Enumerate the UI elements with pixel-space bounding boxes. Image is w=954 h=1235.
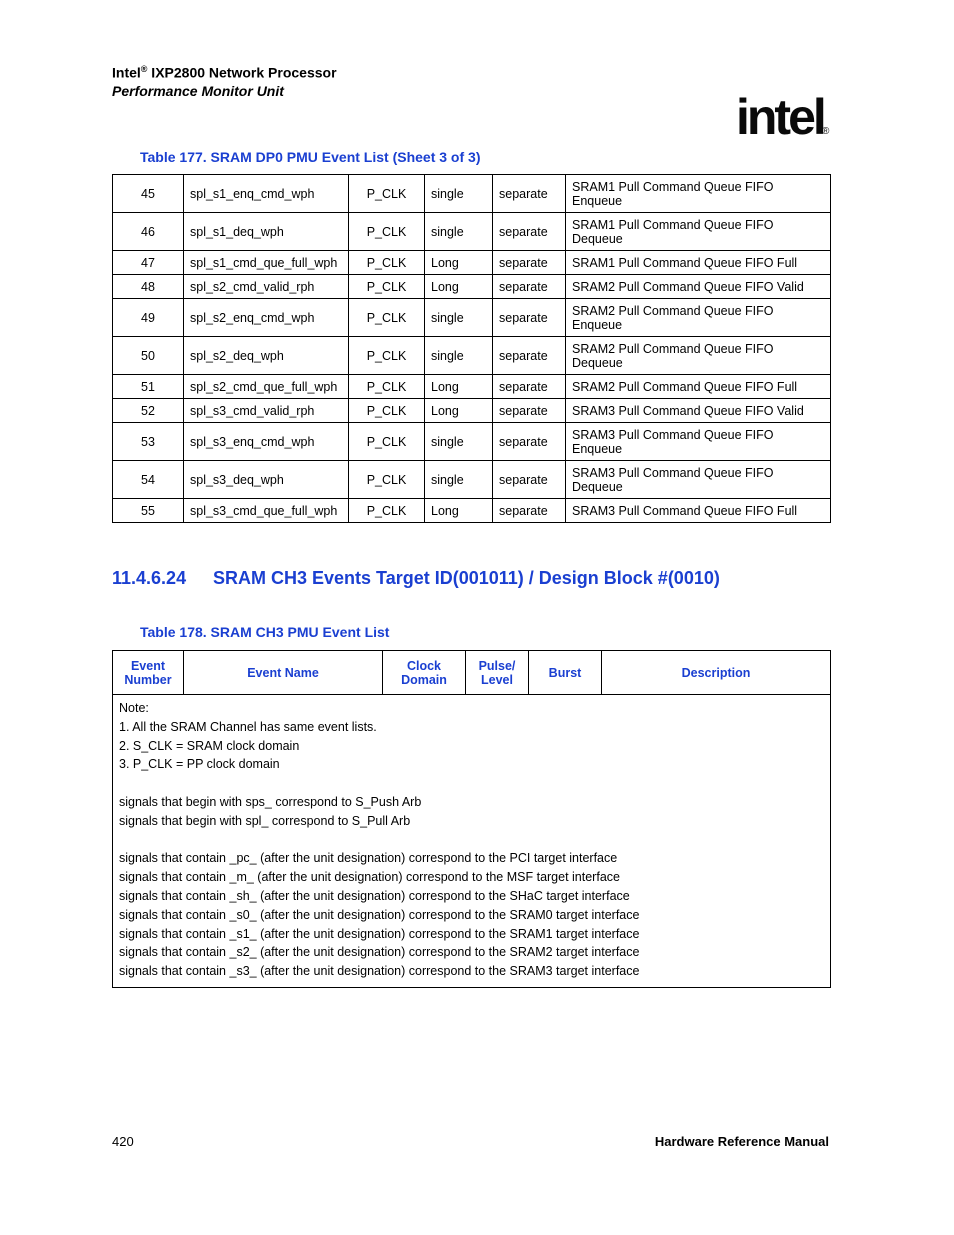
table-178-caption: Table 178. SRAM CH3 PMU Event List: [140, 624, 390, 640]
note-line: signals that contain _s1_ (after the unit designation) correspond to the SRAM1 target interface: [119, 926, 640, 941]
table-177: [112, 174, 831, 523]
table-row: [113, 375, 831, 399]
pulse-level-cell: single: [425, 213, 493, 251]
event-number-cell: 55: [113, 499, 184, 523]
event-name-header: [184, 651, 383, 695]
table-row: [113, 461, 831, 499]
note-line: [119, 831, 824, 850]
table-row: [113, 251, 831, 275]
header-line: Event: [130, 658, 166, 673]
note-line: signals that contain _s0_ (after the unit designation) correspond to the SRAM0 target interface: [119, 907, 640, 922]
product-title: [112, 60, 337, 82]
burst-cell: separate: [493, 275, 566, 299]
event-name-cell: spl_s2_deq_wph: [184, 337, 349, 375]
description-cell: [566, 399, 831, 423]
burst-cell: separate: [493, 399, 566, 423]
header-line: Description: [681, 665, 751, 680]
pulse-level-cell: Long: [425, 275, 493, 299]
intel-logo-mark: ®: [822, 126, 830, 137]
event-number-cell: 45: [113, 175, 184, 213]
event-number-cell: 50: [113, 337, 184, 375]
manual-title: Hardware Reference Manual: [654, 1134, 829, 1149]
description-line: SRAM3 Pull Command Queue FIFO: [572, 465, 774, 480]
burst-cell: separate: [493, 251, 566, 275]
pulse-level-cell: Long: [425, 499, 493, 523]
description-line: SRAM2 Pull Command Queue FIFO Valid: [572, 279, 804, 294]
burst-cell: separate: [493, 213, 566, 251]
running-header: [112, 60, 337, 100]
description-line: Enqueue: [572, 193, 623, 208]
description-header: [602, 651, 831, 695]
clock-domain-cell: P_CLK: [349, 423, 425, 461]
table-177-caption: Table 177. SRAM DP0 PMU Event List (Sheet 3 of 3): [140, 149, 481, 165]
event-number-cell: 47: [113, 251, 184, 275]
description-line: SRAM2 Pull Command Queue FIFO Full: [572, 379, 798, 394]
section-title: SRAM CH3 Events Target ID(001011) / Design Block #(0010): [213, 568, 720, 588]
table-row: [113, 337, 831, 375]
event-name-cell: spl_s3_cmd_valid_rph: [184, 399, 349, 423]
note-line: signals that contain _pc_ (after the unit designation) correspond to the PCI target interface: [119, 851, 618, 866]
description-cell: [566, 337, 831, 375]
burst-header: [529, 651, 602, 695]
pulse-level-cell: single: [425, 299, 493, 337]
event-number-cell: 54: [113, 461, 184, 499]
note-line: 1. All the SRAM Channel has same event lists.: [119, 719, 377, 734]
description-cell: [566, 423, 831, 461]
table-row: [113, 423, 831, 461]
section-number: 11.4.6.24: [112, 568, 187, 588]
clock-domain-cell: P_CLK: [349, 275, 425, 299]
clock-domain-cell: P_CLK: [349, 399, 425, 423]
description-line: SRAM2 Pull Command Queue FIFO: [572, 303, 774, 318]
description-line: Dequeue: [572, 231, 623, 246]
header-line: Event Name: [247, 665, 319, 680]
description-cell: [566, 375, 831, 399]
pulse-level-cell: Long: [425, 251, 493, 275]
event-number-cell: 46: [113, 213, 184, 251]
description-cell: [566, 175, 831, 213]
event-number-cell: 53: [113, 423, 184, 461]
header-line: Burst: [548, 665, 582, 680]
burst-cell: separate: [493, 375, 566, 399]
description-line: Enqueue: [572, 441, 623, 456]
burst-cell: separate: [493, 175, 566, 213]
clock-domain-cell: P_CLK: [349, 461, 425, 499]
description-line: SRAM2 Pull Command Queue FIFO: [572, 341, 774, 356]
description-cell: [566, 299, 831, 337]
registered-mark: ®: [140, 64, 148, 74]
table-row: [113, 175, 831, 213]
description-cell: [566, 461, 831, 499]
pulse-level-cell: Long: [425, 375, 493, 399]
header-line: Clock: [406, 658, 442, 673]
event-name-cell: spl_s2_cmd_que_full_wph: [184, 375, 349, 399]
clock-domain-cell: P_CLK: [349, 375, 425, 399]
table-178: [112, 650, 831, 988]
clock-domain-cell: P_CLK: [349, 299, 425, 337]
description-line: SRAM3 Pull Command Queue FIFO Valid: [572, 403, 804, 418]
event-name-cell: spl_s2_cmd_valid_rph: [184, 275, 349, 299]
description-line: SRAM1 Pull Command Queue FIFO: [572, 179, 774, 194]
event-name-cell: spl_s3_deq_wph: [184, 461, 349, 499]
description-line: SRAM1 Pull Command Queue FIFO: [572, 217, 774, 232]
event-number-cell: 49: [113, 299, 184, 337]
description-cell: [566, 251, 831, 275]
event-number-cell: 48: [113, 275, 184, 299]
burst-cell: separate: [493, 461, 566, 499]
table-row: [113, 499, 831, 523]
page-number: 420: [112, 1134, 134, 1149]
product-prefix: Intel: [112, 64, 141, 81]
note-line: 3. P_CLK = PP clock domain: [119, 757, 280, 772]
note-line: signals that begin with spl_ correspond to S_Pull Arb: [119, 813, 411, 828]
pulse-level-cell: Long: [425, 399, 493, 423]
description-line: SRAM1 Pull Command Queue FIFO Full: [572, 255, 798, 270]
section-heading: [112, 568, 720, 589]
event-name-cell: spl_s1_enq_cmd_wph: [184, 175, 349, 213]
header-line: Domain: [401, 672, 447, 687]
chapter-subtitle: Performance Monitor Unit: [112, 82, 284, 99]
event-name-cell: spl_s2_enq_cmd_wph: [184, 299, 349, 337]
clock-domain-cell: P_CLK: [349, 499, 425, 523]
table-row: [113, 299, 831, 337]
description-line: SRAM3 Pull Command Queue FIFO: [572, 427, 774, 442]
intel-logo-text: intel: [736, 89, 824, 145]
description-cell: [566, 499, 831, 523]
header-line: Number: [124, 672, 172, 687]
pulse-level-cell: single: [425, 423, 493, 461]
table-178-header-row: [113, 651, 831, 695]
header-line: Level: [481, 672, 513, 687]
event-name-cell: spl_s3_enq_cmd_wph: [184, 423, 349, 461]
table-row: [113, 213, 831, 251]
note-line: [119, 774, 824, 793]
clock-domain-cell: P_CLK: [349, 175, 425, 213]
intel-logo: [734, 88, 834, 150]
event-number-cell: 51: [113, 375, 184, 399]
description-cell: [566, 275, 831, 299]
pulse-level-header: [466, 651, 529, 695]
clock-domain-header: [383, 651, 466, 695]
table-178-note-row: [113, 695, 831, 988]
table-178-note-cell: [113, 695, 831, 988]
burst-cell: separate: [493, 499, 566, 523]
event-name-cell: spl_s1_deq_wph: [184, 213, 349, 251]
description-line: SRAM3 Pull Command Queue FIFO Full: [572, 503, 798, 518]
note-line: signals that begin with sps_ correspond to S_Push Arb: [119, 794, 422, 809]
pulse-level-cell: single: [425, 175, 493, 213]
clock-domain-cell: P_CLK: [349, 251, 425, 275]
clock-domain-cell: P_CLK: [349, 213, 425, 251]
note-line: signals that contain _sh_ (after the unit designation) correspond to the SHaC target interface: [119, 888, 630, 903]
description-line: Enqueue: [572, 317, 623, 332]
table-row: [113, 399, 831, 423]
description-cell: [566, 213, 831, 251]
note-line: signals that contain _s3_ (after the unit designation) correspond to the SRAM3 target interface: [119, 964, 640, 979]
burst-cell: separate: [493, 299, 566, 337]
description-line: Dequeue: [572, 479, 623, 494]
pulse-level-cell: single: [425, 337, 493, 375]
header-line: Pulse/: [478, 658, 516, 673]
event-number-header: [113, 651, 184, 695]
clock-domain-cell: P_CLK: [349, 337, 425, 375]
note-line: 2. S_CLK = SRAM clock domain: [119, 738, 300, 753]
pulse-level-cell: single: [425, 461, 493, 499]
note-line: signals that contain _s2_ (after the unit designation) correspond to the SRAM2 target interface: [119, 945, 640, 960]
event-name-cell: spl_s1_cmd_que_full_wph: [184, 251, 349, 275]
description-line: Dequeue: [572, 355, 623, 370]
note-line: signals that contain _m_ (after the unit designation) correspond to the MSF target interface: [119, 870, 620, 885]
event-name-cell: spl_s3_cmd_que_full_wph: [184, 499, 349, 523]
event-number-cell: 52: [113, 399, 184, 423]
burst-cell: separate: [493, 337, 566, 375]
burst-cell: separate: [493, 423, 566, 461]
table-row: [113, 275, 831, 299]
product-name: IXP2800 Network Processor: [147, 64, 337, 81]
note-line: Note:: [119, 701, 149, 715]
